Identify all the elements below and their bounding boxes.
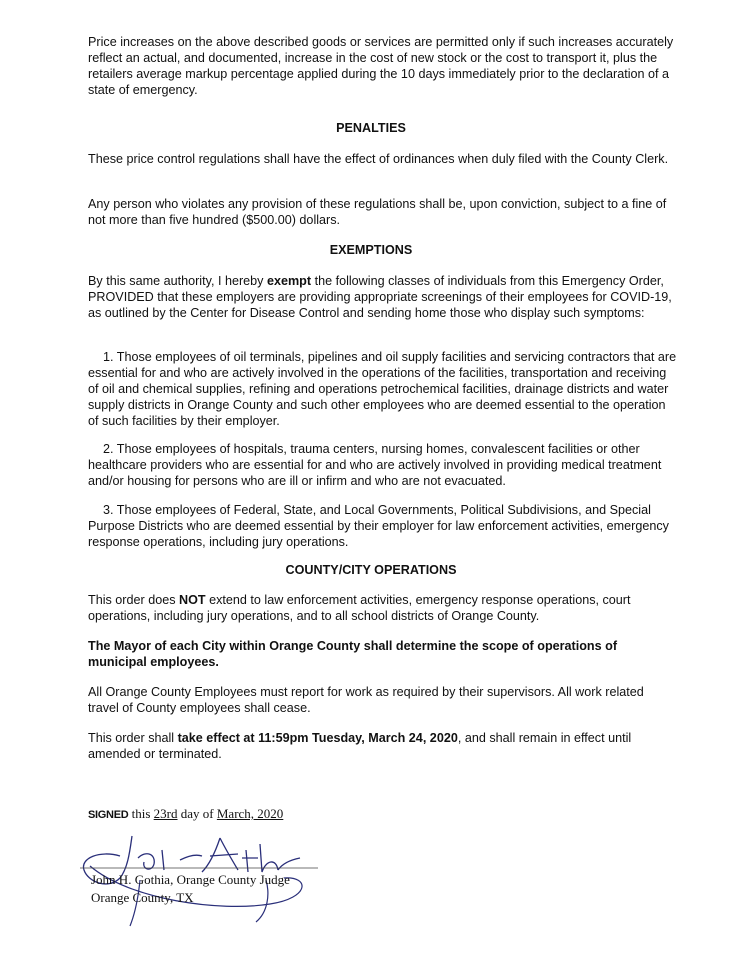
signed-day: 23rd <box>153 806 178 821</box>
effect-text-a: This order shall <box>88 731 178 745</box>
effective-date-paragraph <box>88 730 678 762</box>
signer-name-line: John H. Gothia, Orange County Judge <box>91 872 290 887</box>
penalties-paragraph-1: These price control regulations shall have the effect of ordinances when duly filed with the County Clerk. <box>88 152 669 166</box>
operations-paragraph <box>88 592 678 624</box>
operations-text-a: This order does <box>88 593 179 607</box>
price-increase-paragraph: Price increases on the above described goods or services are permitted only if such increases accurately reflect an actual, and documented, increase in the cost of new stock or the cost to transport it, plus the retailers average markup percentage applied during the 10 days immediately prior to the declaration of a state of emergency. <box>88 35 674 97</box>
employees-paragraph: All Orange County Employees must report for work as required by their supervisors. All work related travel of County employees shall cease. <box>88 685 644 715</box>
mayor-paragraph: The Mayor of each City within Orange County shall determine the scope of operations of municipal employees. <box>88 639 618 669</box>
exemptions-heading: EXEMPTIONS <box>329 243 413 257</box>
signed-this: this <box>128 806 154 821</box>
effect-date-bold: take effect at 11:59pm Tuesday, March 24, 2020 <box>177 731 458 745</box>
exemption-item-2: 2. Those employees of hospitals, trauma centers, nursing homes, convalescent facilities or other healthcare providers who are essential for and who are actively involved in providing medical treatment and/or housing for persons who are ill or infirm and who are not evacuated. <box>88 442 662 488</box>
exemptions-intro-text-a: By this same authority, I hereby <box>88 274 267 288</box>
operations-heading: COUNTY/CITY OPERATIONS <box>285 563 457 577</box>
effect-text-b: , and shall remain in effect until amended or terminated. <box>88 731 632 761</box>
exemptions-intro-paragraph <box>88 273 678 321</box>
signer-county-line: Orange County, TX <box>91 890 194 905</box>
operations-text-b: extend to law enforcement activities, emergency response operations, court operations, including jury operations, and to all school districts of Orange County. <box>88 593 631 623</box>
exemption-item-3: 3. Those employees of Federal, State, and Local Governments, Political Subdivisions, and Special Purpose Districts who are deemed essential by their employer for law enforcement activities, emergency response operations, including jury operations. <box>88 503 669 549</box>
exemption-item-1: 1. Those employees of oil terminals, pipelines and oil supply facilities and servicing contractors that are essential for and who are actively involved in the operations of the facilities, transportation and receiving of oil and chemical supplies, refining and operations petrochemical facilities, drainage districts and water supply districts in Orange County and such other employees who are deemed essential to the operation of such facilities by their employer. <box>88 350 677 428</box>
signed-day-of: day of <box>177 806 217 821</box>
exemptions-intro-bold: exempt <box>266 274 312 288</box>
operations-not-bold: NOT <box>179 593 206 607</box>
exemptions-intro-text-b: the following classes of individuals from this Emergency Order, PROVIDED that these employers are providing appropriate screenings of their employees for COVID-19, as outlined by the Center for Disease Control and sending home those who display such symptoms: <box>88 274 672 320</box>
signed-month-year: March, 2020 <box>216 806 284 821</box>
signed-label: SIGNED <box>88 809 129 821</box>
penalties-paragraph-2: Any person who violates any provision of these regulations shall be, upon conviction, subject to a fine of not more than five hundred ($500.00) dollars. <box>88 197 667 227</box>
penalties-heading: PENALTIES <box>336 121 406 135</box>
